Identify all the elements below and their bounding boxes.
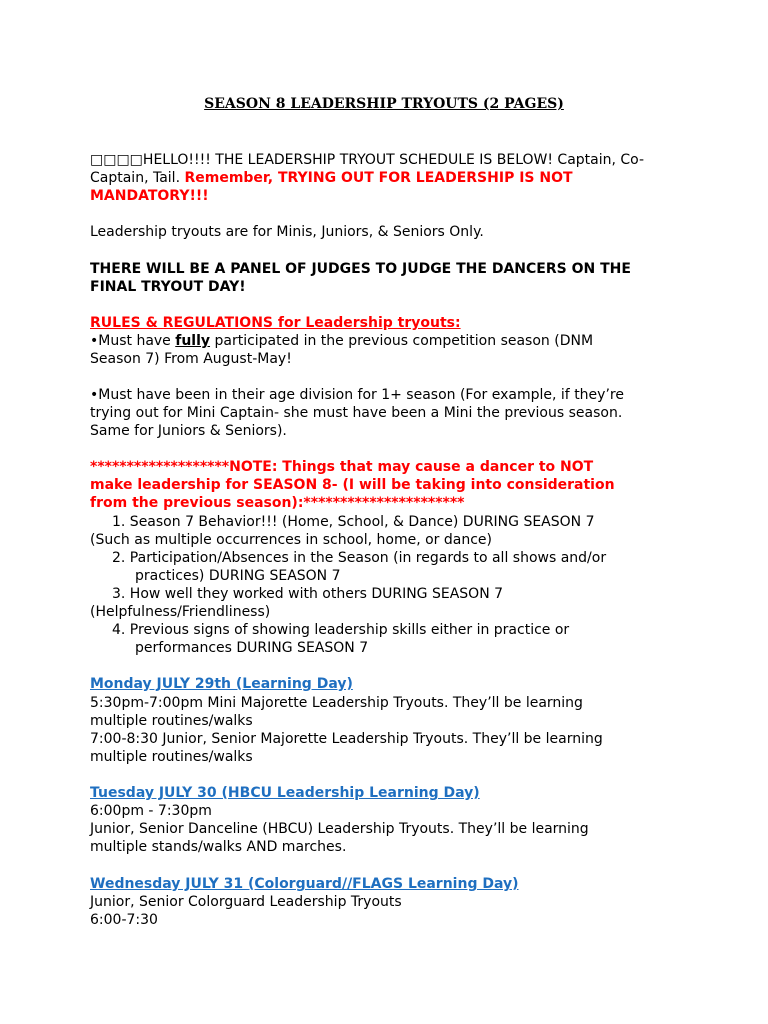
rule-1-text-a: •Must have xyxy=(90,333,176,349)
list-item-2: 2. Participation/Absences in the Season (in regards to all shows and/or xyxy=(112,550,607,566)
rule-1-line-2: Season 7) From August-May! xyxy=(90,351,292,367)
monday-heading: Monday JULY 29th (Learning Day) xyxy=(90,676,353,692)
monday-line-3: 7:00-8:30 Junior, Senior Majorette Leadership Tryouts. They’ll be learning xyxy=(90,731,603,747)
tuesday-line-1: 6:00pm - 7:30pm xyxy=(90,803,212,819)
intro-line-1: □□□□HELLO!!!! THE LEADERSHIP TRYOUT SCHEDULE IS BELOW! Captain, Co- xyxy=(90,152,645,168)
wednesday-heading: Wednesday JULY 31 (Colorguard//FLAGS Learning Day) xyxy=(90,876,519,892)
rule-2-line-2: trying out for Mini Captain- she must have been a Mini the previous season. xyxy=(90,405,623,421)
list-item-4: 4. Previous signs of showing leadership skills either in practice or xyxy=(112,622,570,638)
rules-heading: RULES & REGULATIONS for Leadership tryouts: xyxy=(90,315,461,331)
intro-reminder: Remember, TRYING OUT FOR LEADERSHIP IS NOT xyxy=(184,170,573,186)
rule-1-text-c: participated in the previous competition season (DNM xyxy=(210,333,594,349)
list-item-4-cont: performances DURING SEASON 7 xyxy=(135,640,369,656)
note-line-3: from the previous season):********************** xyxy=(90,495,465,511)
judges-line-2: FINAL TRYOUT DAY! xyxy=(90,279,246,295)
note-line-2: make leadership for SEASON 8- (I will be taking into consideration xyxy=(90,477,615,493)
intro-text: Captain, Tail. xyxy=(90,170,185,186)
list-item-2-cont: practices) DURING SEASON 7 xyxy=(135,568,341,584)
list-item-3-cont: (Helpfulness/Friendliness) xyxy=(90,604,271,620)
divisions-text: Leadership tryouts are for Minis, Juniors, & Seniors Only. xyxy=(90,224,484,240)
list-item-3: 3. How well they worked with others DURING SEASON 7 xyxy=(112,586,504,602)
rule-2-line-1: •Must have been in their age division for 1+ season (For example, if they’re xyxy=(90,387,624,403)
tuesday-line-3: multiple stands/walks AND marches. xyxy=(90,839,347,855)
intro-line-3: MANDATORY!!! xyxy=(90,188,209,204)
wednesday-line-2: 6:00-7:30 xyxy=(90,912,158,928)
tuesday-line-2: Junior, Senior Danceline (HBCU) Leadership Tryouts. They’ll be learning xyxy=(90,821,589,837)
rule-1-line-1 xyxy=(90,332,593,350)
monday-line-2: multiple routines/walks xyxy=(90,713,253,729)
monday-line-1: 5:30pm-7:00pm Mini Majorette Leadership Tryouts. They’ll be learning xyxy=(90,695,583,711)
list-item-1-cont: (Such as multiple occurrences in school, home, or dance) xyxy=(90,532,492,548)
page-title: SEASON 8 LEADERSHIP TRYOUTS (2 PAGES) xyxy=(204,96,564,112)
list-item-1: 1. Season 7 Behavior!!! (Home, School, & Dance) DURING SEASON 7 xyxy=(112,514,595,530)
tuesday-heading: Tuesday JULY 30 (HBCU Leadership Learning Day) xyxy=(90,785,480,801)
rule-1-emphasis: fully xyxy=(175,333,211,349)
judges-line-1: THERE WILL BE A PANEL OF JUDGES TO JUDGE THE DANCERS ON THE xyxy=(90,261,631,277)
note-line-1: *******************NOTE: Things that may cause a dancer to NOT xyxy=(90,459,594,475)
monday-line-4: multiple routines/walks xyxy=(90,749,253,765)
wednesday-line-1: Junior, Senior Colorguard Leadership Tryouts xyxy=(90,894,402,910)
intro-line-2 xyxy=(90,169,573,187)
rule-2-line-3: Same for Juniors & Seniors). xyxy=(90,423,287,439)
